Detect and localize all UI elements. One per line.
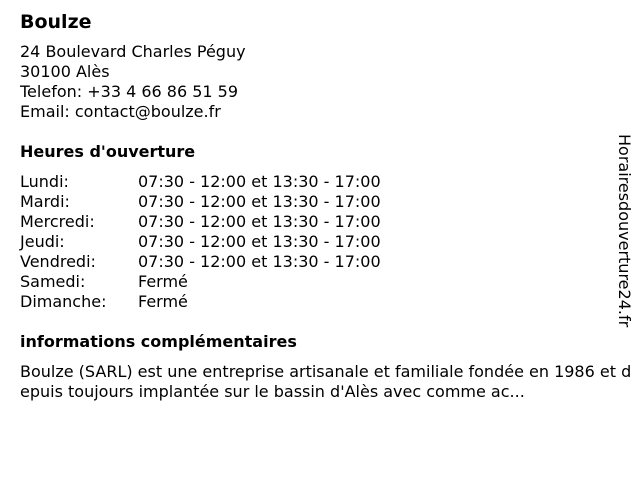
day-label: Dimanche:	[20, 292, 107, 311]
info-description: Boulze (SARL) est une entreprise artisanale et familiale fondée en 1986 et depuis toujours implantée sur le bassin d'Alès avec comme ac...	[20, 362, 632, 401]
day-hours: Fermé	[138, 272, 188, 291]
hours-table	[20, 172, 632, 312]
day-hours: 07:30 - 12:00 et 13:30 - 17:00	[138, 212, 381, 231]
hours-row-monday	[20, 172, 632, 192]
day-hours: 07:30 - 12:00 et 13:30 - 17:00	[138, 192, 381, 211]
day-hours: 07:30 - 12:00 et 13:30 - 17:00	[138, 252, 381, 271]
day-hours: 07:30 - 12:00 et 13:30 - 17:00	[138, 172, 381, 191]
hours-row-thursday	[20, 232, 632, 252]
hours-row-friday	[20, 252, 632, 272]
day-label: Jeudi:	[20, 232, 65, 251]
address-line-1: 24 Boulevard Charles Péguy	[20, 42, 246, 61]
day-hours: Fermé	[138, 292, 188, 311]
hours-row-wednesday	[20, 212, 632, 232]
address-line-2: 30100 Alès	[20, 62, 110, 81]
hours-row-sunday	[20, 292, 632, 312]
hours-row-saturday	[20, 272, 632, 292]
day-label: Samedi:	[20, 272, 86, 291]
day-label: Lundi:	[20, 172, 69, 191]
hours-heading: Heures d'ouverture	[20, 142, 196, 161]
info-heading: informations complémentaires	[20, 332, 297, 351]
business-card	[20, 10, 632, 402]
business-name: Boulze	[20, 11, 92, 33]
hours-row-tuesday	[20, 192, 632, 212]
day-label: Mardi:	[20, 192, 70, 211]
day-label: Vendredi:	[20, 252, 96, 271]
phone-line: Telefon: +33 4 66 86 51 59	[20, 82, 239, 101]
day-label: Mercredi:	[20, 212, 95, 231]
email-line: Email: contact@boulze.fr	[20, 102, 221, 121]
site-watermark: Horairesdouverture24.fr	[615, 134, 634, 328]
day-hours: 07:30 - 12:00 et 13:30 - 17:00	[138, 232, 381, 251]
